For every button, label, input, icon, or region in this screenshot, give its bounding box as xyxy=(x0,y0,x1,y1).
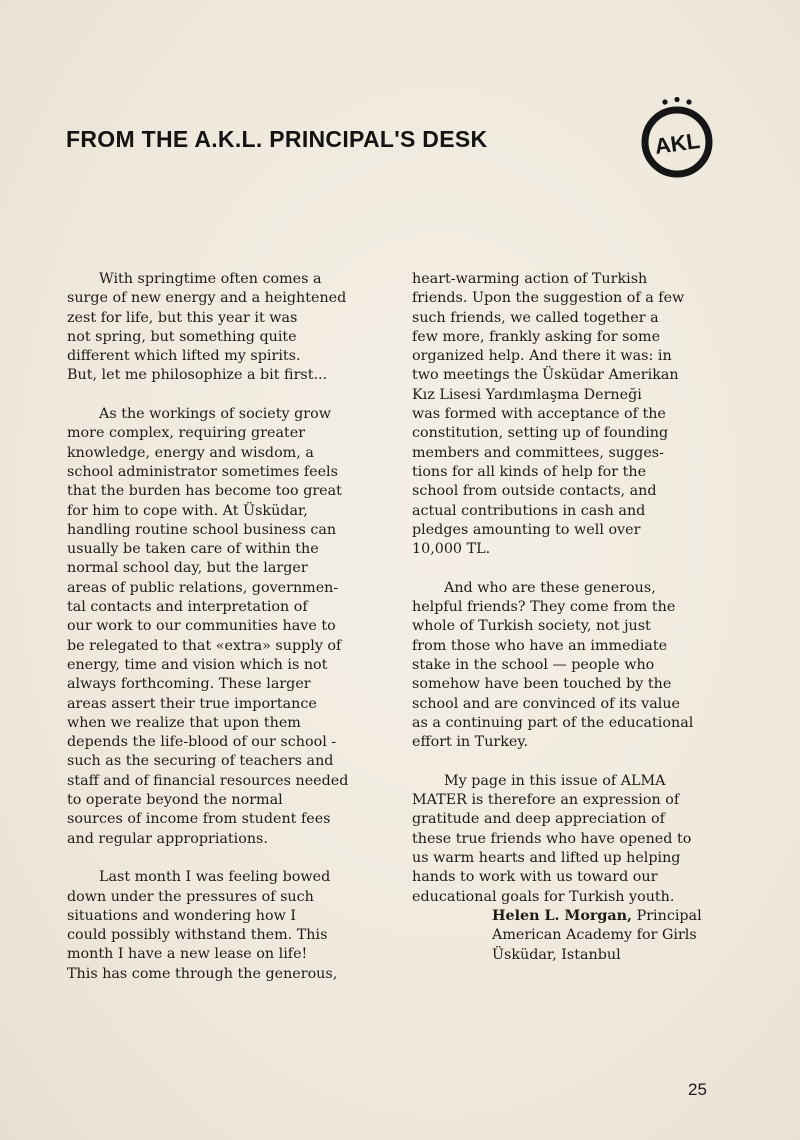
signature-name: Helen L. Morgan, xyxy=(492,908,633,924)
paragraph-friends-action: heart-warming action of Turkish friends. Upon the suggestion of a few such friends, we called together a few more, frankly asking for some organized help. And there it was: in two meetings the Üsküdar Amerikan Kız Lisesi Yardımlaşma Derneği was formed with acceptance of the constitution, setting up of founding members and committees, sugges- tions for all kinds of help for the school from outside contacts, and actual contributions in cash and pledges amounting to well over 10,000 TL. xyxy=(412,271,685,558)
page-number: 25 xyxy=(688,1080,707,1099)
paragraph-society: As the workings of society grow more complex, requiring greater knowledge, energy and wisdom, a school administrator sometimes feels that the burden has become too great for him to cope with. At Üsküdar, handling routine school business can usually be taken care of within the normal school day, but the larger areas of public relations, governmen- tal contacts and interpretation of our work to our communities have to be relegated to that «extra» supply of energy, time and vision which is not always forthcoming. These larger areas assert their true importance when we realize that upon them depends the life-blood of our school - such as the securing of teachers and staff and of financial resources needed to operate beyond the normal sources of income from student fees and regular appropriations. xyxy=(67,406,349,847)
signature-block xyxy=(492,907,732,965)
signature-title: Principal xyxy=(632,908,702,924)
paragraph-intro: With springtime often comes a surge of new energy and a heightened zest for life, but this year it was not spring, but something quite different which lifted my spirits. But, let me philosophize a bit first... xyxy=(67,271,347,384)
paragraph-gratitude: My page in this issue of ALMA MATER is therefore an expression of gratitude and deep appreciation of these true friends who have opened to us warm hearts and lifted up helping hands to work with us toward our educational goals for Turkish youth. xyxy=(412,772,692,905)
akl-logo xyxy=(638,96,716,178)
signature-line-1 xyxy=(492,907,732,926)
logo-dots xyxy=(662,97,691,105)
left-column xyxy=(67,270,377,1003)
page-title: FROM THE A.K.L. PRINCIPAL'S DESK xyxy=(66,126,488,152)
signature-line-3: Üsküdar, Istanbul xyxy=(492,946,621,963)
paragraph-last-month: Last month I was feeling bowed down under the pressures of such situations and wondering how I could possibly withstand them. This month I have a new lease on life! This has come through the generous, xyxy=(67,869,338,982)
right-column xyxy=(412,270,732,926)
paragraph-who-are-friends: And who are these generous, helpful friends? They come from the whole of Turkish society, not just from those who have an immediate stake in the school — people who somehow have been touched by the school and are convinced of its value as a continuing part of the educational effort in Turkey. xyxy=(412,579,694,751)
signature-line-2: American Academy for Girls xyxy=(492,927,697,944)
logo-lettering: AKL xyxy=(653,127,702,160)
